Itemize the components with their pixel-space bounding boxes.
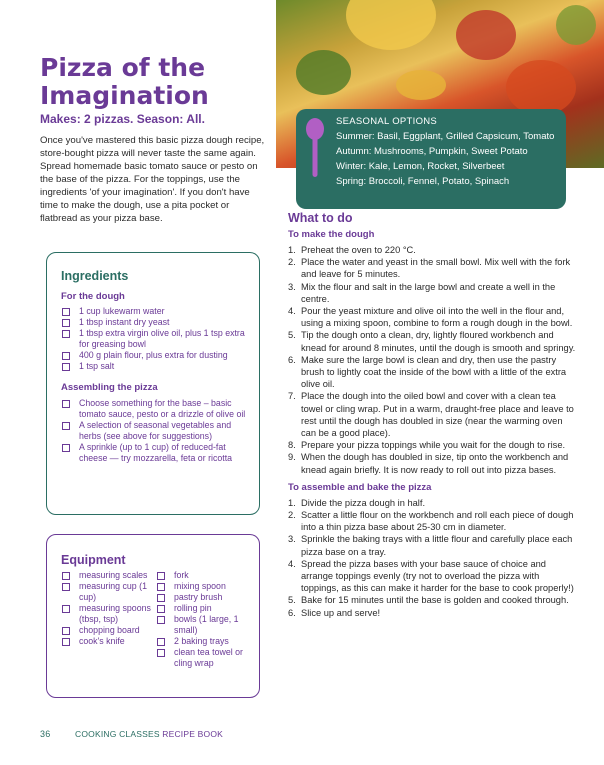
- checkbox-icon: [62, 444, 70, 452]
- equipment-item: mixing spoon: [156, 581, 251, 592]
- spoon-icon: [304, 117, 326, 179]
- equipment-item: cook's knife: [61, 636, 156, 647]
- ingredient-item: A selection of seasonal vegetables and herbs (see above for suggestions): [61, 420, 249, 442]
- bake-steps-heading: To assemble and bake the pizza: [288, 481, 432, 493]
- checkbox-icon: [62, 422, 70, 430]
- equipment-item: pastry brush: [156, 592, 251, 603]
- seasonal-winter: Winter: Kale, Lemon, Rocket, Silverbeet: [336, 161, 505, 172]
- footer-book: RECIPE BOOK: [162, 729, 224, 739]
- bake-steps-list: [288, 497, 578, 619]
- checkbox-icon: [62, 363, 70, 371]
- equipment-item: chopping board: [61, 625, 156, 636]
- checkbox-icon: [157, 605, 165, 613]
- checkbox-icon: [62, 627, 70, 635]
- step-item: 1. Divide the pizza dough in half.: [288, 497, 426, 508]
- page-footer: [40, 729, 223, 739]
- checkbox-icon: [62, 400, 70, 408]
- seasonal-options-box: [296, 109, 566, 209]
- step-item: 1. Preheat the oven to 220 °C.: [288, 245, 416, 255]
- step-item: 7. Place the dough into the oiled bowl and cover with a clean tea towel or cling wrap. Put in a warm, draught-free place and leave to rest until the dough has doubled in size (near the warming oven can be a good place).: [288, 391, 574, 439]
- ingredient-item: 400 g plain flour, plus extra for dusting: [61, 350, 249, 361]
- checkbox-icon: [62, 572, 70, 580]
- ingredient-item: Choose something for the base – basic tomato sauce, pesto or a drizzle of olive oil: [61, 398, 249, 420]
- step-item: 3. Sprinkle the baking trays with a little flour and carefully place each pizza base on a tray.: [288, 534, 573, 557]
- step-item: 9. When the dough has doubled in size, tip onto the workbench and knead again briefly. It is now ready to roll out into pizza bases.: [288, 452, 569, 475]
- checkbox-icon: [62, 330, 70, 338]
- equipment-item: clean tea towel or cling wrap: [156, 647, 251, 669]
- dough-steps-heading: To make the dough: [288, 229, 375, 240]
- ingredient-item: A sprinkle (up to 1 cup) of reduced-fat cheese — try mozzarella, feta or ricotta: [61, 442, 249, 464]
- step-item: 3. Mix the flour and salt in the large bowl and create a well in the centre.: [288, 281, 556, 304]
- checkbox-icon: [62, 308, 70, 316]
- equipment-item: rolling pin: [156, 603, 251, 614]
- equipment-item: bowls (1 large, 1 small): [156, 614, 251, 636]
- makes-line: Makes: 2 pizzas. Season: All.: [40, 112, 205, 126]
- seasonal-heading: SEASONAL OPTIONS: [336, 116, 438, 127]
- recipe-title: Pizza of the Imagination: [40, 53, 209, 110]
- step-item: 5. Bake for 15 minutes until the base is golden and cooked through.: [288, 595, 569, 606]
- step-item: 2. Place the water and yeast in the small bowl. Mix well with the fork and leave for 5 minutes.: [288, 257, 571, 280]
- method-section: [288, 211, 578, 619]
- checkbox-icon: [62, 583, 70, 591]
- checkbox-icon: [157, 638, 165, 646]
- equipment-item: measuring cup (1 cup): [61, 581, 156, 603]
- ingredient-item: 1 tsp salt: [61, 361, 249, 372]
- step-item: 4. Pour the yeast mixture and olive oil into the well in the flour and, using a mixing spoon, combine to form a rough dough in the bowl.: [288, 306, 573, 329]
- equipment-item: fork: [156, 570, 251, 581]
- checkbox-icon: [62, 319, 70, 327]
- step-item: 6. Make sure the large bowl is clean and dry, then use the pastry brush to lightly coat the inside of the bowl with a little of the extra olive oil.: [288, 354, 567, 390]
- checkbox-icon: [62, 352, 70, 360]
- assembling-heading: Assembling the pizza: [61, 382, 158, 393]
- ingredients-heading: Ingredients: [61, 269, 129, 283]
- checkbox-icon: [62, 638, 70, 646]
- step-item: 8. Prepare your pizza toppings while you wait for the dough to rise.: [288, 440, 566, 451]
- checkbox-icon: [157, 616, 165, 624]
- checkbox-icon: [157, 583, 165, 591]
- ingredient-item: 1 tbsp extra virgin olive oil, plus 1 tsp extra for greasing bowl: [61, 328, 249, 350]
- step-item: 6. Slice up and serve!: [288, 607, 381, 618]
- checkbox-icon: [157, 649, 165, 657]
- footer-classes: COOKING CLASSES: [74, 729, 160, 739]
- page-number: 36: [40, 729, 51, 739]
- ingredient-item: 1 tbsp instant dry yeast: [61, 317, 249, 328]
- ingredients-card: [46, 252, 260, 515]
- ingredient-item: 1 cup lukewarm water: [61, 306, 249, 317]
- equipment-item: measuring scales: [61, 570, 156, 581]
- seasonal-spring: Spring: Broccoli, Fennel, Potato, Spinach: [336, 176, 510, 187]
- dough-ingredients-heading: For the dough: [61, 291, 125, 302]
- step-item: 5. Tip the dough onto a clean, dry, lightly floured workbench and knead for around 8 minutes, until the dough is smooth and springy.: [288, 330, 576, 353]
- method-heading: What to do: [288, 211, 353, 225]
- seasonal-summer: Summer: Basil, Eggplant, Grilled Capsicum, Tomato: [336, 131, 555, 142]
- equipment-item: 2 baking trays: [156, 636, 251, 647]
- step-item: 4. Spread the pizza bases with your base sauce of choice and arrange toppings evenly (try not to overload the pizza with toppings, as this can make it harder for the base to cook properly!): [288, 558, 574, 594]
- equipment-heading: Equipment: [61, 553, 126, 567]
- checkbox-icon: [157, 594, 165, 602]
- step-item: 2. Scatter a little flour on the workbench and roll each piece of dough into a thin pizza base about 25-30 cm in diameter.: [288, 510, 574, 533]
- equipment-item: measuring spoons (tbsp, tsp): [61, 603, 156, 625]
- dough-steps-list: [288, 244, 578, 476]
- intro-text: Once you've mastered this basic pizza dough recipe, store-bought pizza will never taste the same again. Spread homemade basic tomato sauce or pesto on the base of the pizza. For the toppings, use the ingredients 'of your imagination'. If you don't have time to make the dough, use a pita pocket or flatbread as your pizza base.: [40, 135, 265, 224]
- checkbox-icon: [157, 572, 165, 580]
- seasonal-autumn: Autumn: Mushrooms, Pumpkin, Sweet Potato: [336, 146, 528, 157]
- equipment-card: [46, 534, 260, 698]
- checkbox-icon: [62, 605, 70, 613]
